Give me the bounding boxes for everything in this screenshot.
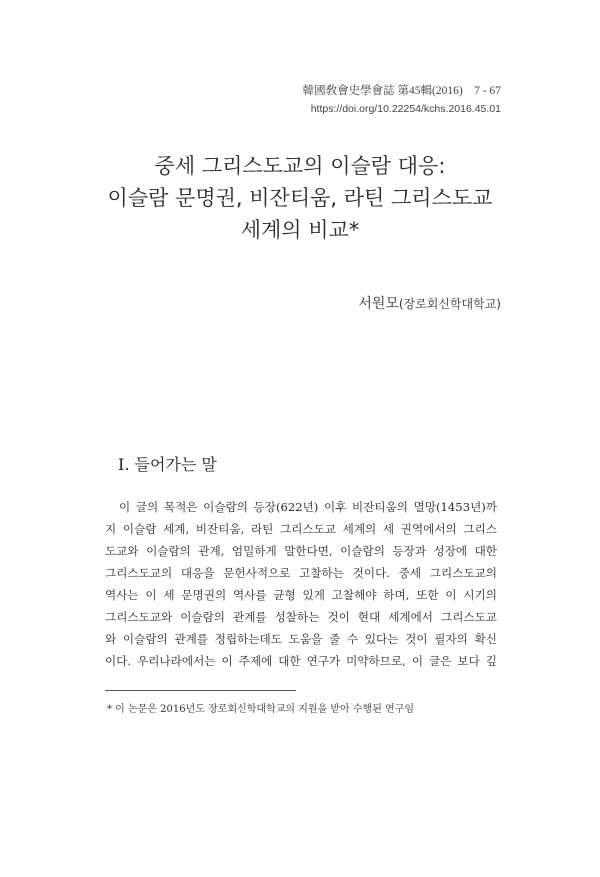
- body-line: 도교와 이슬람의 관계, 엄밀하게 말한다면, 이슬람의 등장과 성장에 대한: [105, 544, 497, 558]
- title-line-2: 이슬람 문명권, 비잔티움, 라틴 그리스도교: [107, 186, 493, 210]
- title-line-3: 세계의 비교*: [240, 218, 360, 242]
- body-line: 이다. 우리나라에서는 이 주제에 대한 연구가 미약하므로, 이 글은 보다 깊: [105, 654, 497, 668]
- body-line: 이 글의 목적은 이슬람의 등장(622년) 이후 비잔티움의 멸망(1453년)까: [119, 500, 497, 514]
- running-header: [303, 82, 501, 118]
- title-line-1: 중세 그리스도교의 이슬람 대응:: [154, 154, 446, 178]
- body-line: 그리스도교와 이슬람의 관계를 성찰하는 것이 현대 세계에서 그리스도교: [105, 610, 497, 624]
- author-name: 서원모: [358, 296, 399, 312]
- author-block: [358, 293, 501, 313]
- paper-title: [0, 150, 600, 246]
- section-heading: I. 들어가는 말: [118, 455, 217, 474]
- journal-citation: 韓國敎會史學會誌 第45輯(2016) 7 - 67: [302, 85, 501, 97]
- body-line: 와 이슬람의 관계를 정립하는데도 도움을 줄 수 있다는 것이 필자의 확신: [105, 632, 497, 646]
- author-affiliation: (장로회신학대학교): [398, 297, 501, 311]
- footnote: * 이 논문은 2016년도 장로회신학대학교의 지원을 받아 수행된 연구임: [107, 704, 415, 715]
- doi-link[interactable]: https://doi.org/10.22254/kchs.2016.45.01: [310, 103, 501, 115]
- body-line: 지 이슬람 세계, 비잔티움, 라틴 그리스도교 세계의 세 권역에서의 그리스: [105, 522, 497, 536]
- footnote-divider: [105, 690, 296, 691]
- body-paragraph: [105, 496, 497, 672]
- body-line: 그리스도교의 대응을 문헌사적으로 고찰하는 것이다. 중세 그리스도교의: [105, 566, 497, 580]
- body-line: 역사는 이 세 문명권의 역사를 균형 있게 고찰해야 하며, 또한 이 시기의: [105, 588, 497, 602]
